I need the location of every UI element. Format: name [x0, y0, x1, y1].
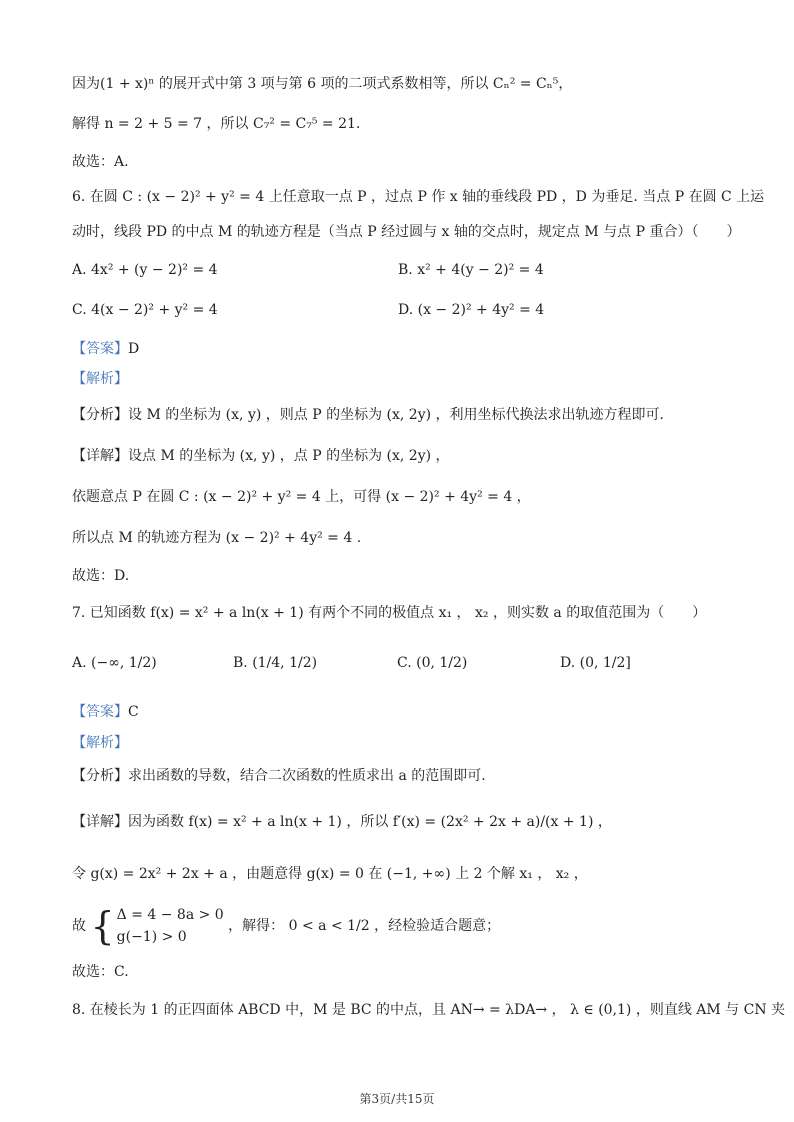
fenxi-tag: 【分析】	[72, 768, 128, 784]
page-footer: 第3页/共15页	[359, 1092, 435, 1106]
analysis-line	[72, 405, 664, 425]
analysis-tag: 【解析】	[72, 371, 128, 387]
answer-value: D	[128, 341, 140, 357]
detail-line	[72, 446, 450, 466]
question-7-stem: 7. 已知函数 f(x) = x² + a ln(x + 1) 有两个不同的极值点 x₁ ， x₂ ，则实数 a 的取值范围为（ ）	[72, 605, 707, 621]
option-b: B. x² + 4(y − 2)² = 4	[398, 262, 544, 278]
option-c: C. 4(x − 2)² + y² = 4	[72, 302, 218, 318]
answer-line	[72, 702, 139, 722]
text-line: 依题意点 P 在圆 C : (x − 2)² + y² = 4 上，可得 (x − 2)² + 4y² = 4 ，	[72, 489, 531, 505]
system-prefix: 故	[72, 918, 86, 934]
system-line	[72, 904, 500, 948]
text-line: 所以点 M 的轨迹方程为 (x − 2)² + 4y² = 4 .	[72, 530, 362, 546]
question-6-stem: 动时，线段 PD 的中点 M 的轨迹方程是（当点 P 经过圆与 x 轴的交点时，规定点 M 与点 P 重合）（ ）	[72, 224, 741, 240]
system-row: g(−1) > 0	[116, 929, 187, 945]
option-a: A. 4x² + (y − 2)² = 4	[72, 262, 218, 278]
answer-value: C	[128, 704, 139, 720]
analysis-line	[72, 766, 486, 786]
fenxi-text: 设 M 的坐标为 (x, y) ，则点 P 的坐标为 (x, 2y) ，利用坐标代换法求出轨迹方程即可.	[128, 407, 664, 423]
detail-line	[72, 812, 612, 832]
question-8-stem: 8. 在棱长为 1 的正四面体 ABCD 中，M 是 BC 的中点，且 AN→ = λDA→ ， λ ∈ (0,1) ，则直线 AM 与 CN 夹	[72, 1002, 786, 1018]
option-c: C. (0, 1/2)	[397, 655, 468, 671]
answer-tag: 【答案】	[72, 341, 128, 357]
xiangjie-tag: 【详解】	[72, 814, 128, 830]
option-b: B. (1/4, 1/2)	[233, 655, 318, 671]
fenxi-text: 求出函数的导数，结合二次函数的性质求出 a 的范围即可.	[128, 768, 486, 784]
text-line: 故选：C.	[72, 964, 129, 980]
xiangjie-tag: 【详解】	[72, 448, 128, 464]
answer-tag: 【答案】	[72, 704, 128, 720]
text-line: 解得 n = 2 + 5 = 7 ，所以 C₇² = C₇⁵ = 21.	[72, 116, 361, 132]
text-line: 故选：D.	[72, 568, 130, 584]
text-line: 故选：A.	[72, 154, 129, 170]
xiangjie-text: 因为函数 f(x) = x² + a ln(x + 1) ，所以 f′(x) = (2x² + 2x + a)/(x + 1) ，	[128, 814, 612, 830]
system-suffix: ，解得： 0 < a < 1/2 ，经检验适合题意；	[228, 918, 501, 934]
answer-line	[72, 339, 139, 359]
text-line: 因为(1 + x)ⁿ 的展开式中第 3 项与第 6 项的二项式系数相等，所以 Cₙ² = Cₙ⁵，	[72, 76, 573, 92]
question-6-stem: 6. 在圆 C : (x − 2)² + y² = 4 上任意取一点 P ，过点 P 作 x 轴的垂线段 PD ，D 为垂足. 当点 P 在圆 C 上运	[72, 189, 765, 205]
option-d: D. (x − 2)² + 4y² = 4	[398, 302, 545, 318]
analysis-tag: 【解析】	[72, 735, 128, 751]
fenxi-tag: 【分析】	[72, 407, 128, 423]
system-row: Δ = 4 − 8a > 0	[116, 907, 224, 923]
equation-system	[90, 904, 223, 948]
text-line: 令 g(x) = 2x² + 2x + a ，由题意得 g(x) = 0 在 (−1, +∞) 上 2 个解 x₁ ， x₂ ，	[72, 866, 588, 882]
option-d: D. (0, 1/2]	[560, 655, 631, 671]
xiangjie-text: 设点 M 的坐标为 (x, y) ，点 P 的坐标为 (x, 2y) ，	[128, 448, 450, 464]
option-a: A. (−∞, 1/2)	[72, 655, 157, 671]
left-brace-icon: {	[90, 904, 115, 948]
